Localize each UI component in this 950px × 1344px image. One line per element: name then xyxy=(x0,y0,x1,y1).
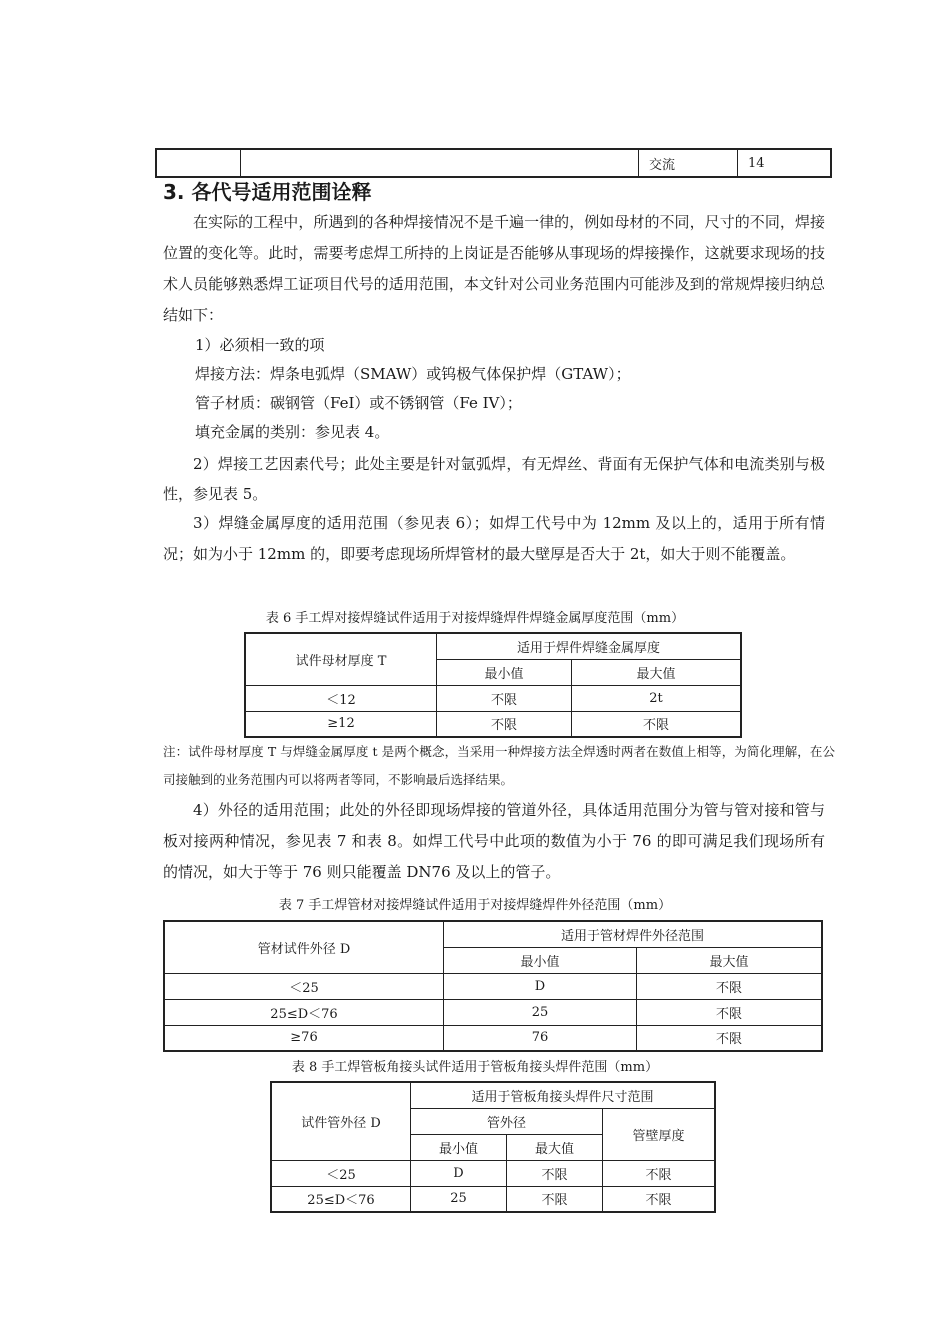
table6-cell: ≥12 xyxy=(245,711,437,737)
table8-col-wall: 管壁厚度 xyxy=(603,1108,716,1160)
table-row xyxy=(271,1160,715,1186)
table6-cell: ＜12 xyxy=(245,685,437,711)
table8-cell: 不限 xyxy=(603,1160,716,1186)
table8-cell: 25≤D＜76 xyxy=(271,1186,411,1212)
table-row xyxy=(245,711,741,737)
item4-paragraph: 4）外径的适用范围；此处的外径即现场焊接的管道外径，具体适用范围分为管与管对接和管与板对接两种情况，参见表 7 和表 8。如焊工代号中此项的数值为小于 76 的即可满足我们现场所有的情况，如大于等于 76 则只能覆盖 DN76 及以上的管子。 xyxy=(163,801,825,881)
top-table-cell-b xyxy=(241,149,639,177)
table7-cell: 76 xyxy=(444,1025,637,1051)
table6-col-min: 最小值 xyxy=(437,659,572,685)
method-text: 焊接方法：焊条电弧焊（SMAW）或钨极气体保护焊（GTAW）； xyxy=(195,365,631,383)
table6 xyxy=(244,632,742,738)
table6-cell: 2t xyxy=(572,685,742,711)
table6-cell: 不限 xyxy=(437,711,572,737)
table8-cell: D xyxy=(411,1160,507,1186)
table8-cell: 25 xyxy=(411,1186,507,1212)
table8-caption: 表 8 手工焊管板角接头试件适用于管板角接头焊件范围（mm） xyxy=(291,1060,659,1075)
table8-cell: ＜25 xyxy=(271,1160,411,1186)
table7-cell: 不限 xyxy=(637,973,823,999)
top-table-cell-d: 14 xyxy=(738,149,832,177)
table7 xyxy=(163,920,823,1052)
top-table-cell-c: 交流 xyxy=(639,149,738,177)
table8-group-header: 适用于管板角接头焊件尺寸范围 xyxy=(411,1082,716,1108)
top-table-cell-a xyxy=(156,149,241,177)
item1-text: 1）必须相一致的项 xyxy=(195,336,325,354)
item3-paragraph: 3）焊缝金属厚度的适用范围（参见表 6）；如焊工代号中为 12mm 及以上的，适用于所有情况；如为小于 12mm 的，即要考虑现场所焊管材的最大壁厚是否大于 2t，如大于则不能覆盖。 xyxy=(163,514,825,563)
table8-cell: 不限 xyxy=(507,1160,603,1186)
table7-caption: 表 7 手工焊管材对接焊缝试件适用于对接焊缝焊件外径范围（mm） xyxy=(278,898,672,913)
table7-cell: 25 xyxy=(444,999,637,1025)
item2-paragraph: 2）焊接工艺因素代号；此处主要是针对氩弧焊，有无焊丝、背面有无保护气体和电流类别与极性，参见表 5。 xyxy=(163,455,825,503)
table6-cell: 不限 xyxy=(572,711,742,737)
table-row xyxy=(164,1025,822,1051)
table7-cell: ≥76 xyxy=(164,1025,444,1051)
table8-sub-group: 管外径 xyxy=(411,1108,603,1134)
material-text: 管子材质：碳钢管（FeI）或不锈钢管（Fe IV）； xyxy=(195,394,522,412)
table7-col-min: 最小值 xyxy=(444,947,637,973)
table7-row-header: 管材试件外径 D xyxy=(164,921,444,973)
filler-text: 填充金属的类别：参见表 4。 xyxy=(195,423,390,441)
section-title: 3. 各代号适用范围诠释 xyxy=(163,180,372,204)
table7-cell: ＜25 xyxy=(164,973,444,999)
table7-cell: D xyxy=(444,973,637,999)
table6-col-max: 最大值 xyxy=(572,659,742,685)
table8 xyxy=(270,1081,716,1213)
table-row xyxy=(164,973,822,999)
table7-cell: 不限 xyxy=(637,999,823,1025)
table8-cell: 不限 xyxy=(603,1186,716,1212)
intro-paragraph: 在实际的工程中，所遇到的各种焊接情况不是千遍一律的，例如母材的不同，尺寸的不同，焊接位置的变化等。此时，需要考虑焊工所持的上岗证是否能够从事现场的焊接操作，这就要求现场的技术人员能够熟悉焊工证项目代号的适用范围，本文针对公司业务范围内可能涉及到的常规焊接归纳总结如下： xyxy=(163,213,825,324)
table6-caption: 表 6 手工焊对接焊缝试件适用于对接焊缝焊件焊缝金属厚度范围（mm） xyxy=(265,611,685,626)
table6-note: 注：试件母材厚度 T 与焊缝金属厚度 t 是两个概念，当采用一种焊接方法全焊透时两者在数值上相等，为简化理解，在公司接触到的业务范围内可以将两者等同，不影响最后选择结果。 xyxy=(163,744,835,787)
table-row xyxy=(271,1186,715,1212)
table8-cell: 不限 xyxy=(507,1186,603,1212)
table8-row-header: 试件管外径 D xyxy=(271,1082,411,1160)
table7-col-max: 最大值 xyxy=(637,947,823,973)
table-row xyxy=(164,999,822,1025)
table7-cell: 25≤D＜76 xyxy=(164,999,444,1025)
table6-row-header: 试件母材厚度 T xyxy=(245,633,437,685)
top-table-fragment xyxy=(155,148,832,178)
table-row xyxy=(245,685,741,711)
table8-col-min: 最小值 xyxy=(411,1134,507,1160)
table6-cell: 不限 xyxy=(437,685,572,711)
table7-group-header: 适用于管材焊件外径范围 xyxy=(444,921,823,947)
table8-col-max: 最大值 xyxy=(507,1134,603,1160)
table7-cell: 不限 xyxy=(637,1025,823,1051)
table6-group-header: 适用于焊件焊缝金属厚度 xyxy=(437,633,742,659)
